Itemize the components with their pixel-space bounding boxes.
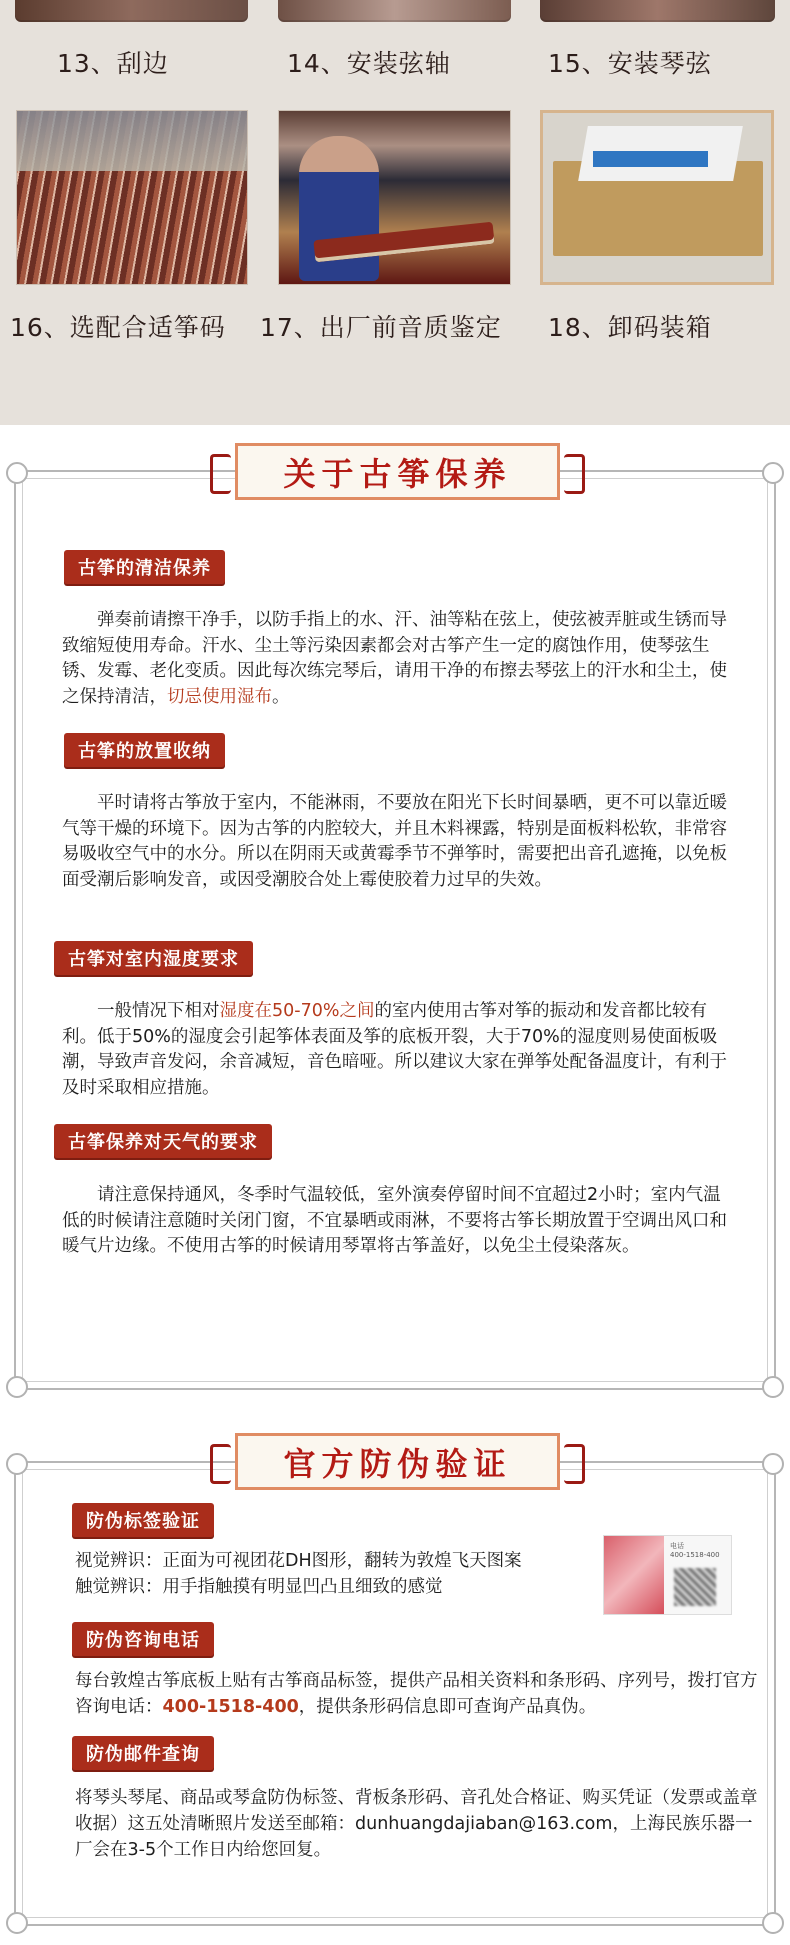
corner-scroll-icon — [762, 1453, 784, 1475]
verify-title-banner — [235, 1433, 560, 1490]
step-13-photo — [15, 0, 248, 22]
label-verify-heading: 防伪标签验证 — [72, 1503, 214, 1537]
weather-paragraph — [62, 1183, 737, 1260]
step-15-photo — [540, 0, 775, 22]
step-17-photo — [278, 110, 511, 285]
step-14-label: 14、安装弦轴 — [287, 49, 451, 78]
corner-scroll-icon — [762, 462, 784, 484]
step-14-photo — [278, 0, 511, 22]
cleaning-warning: 切忌使用湿布 — [167, 686, 272, 707]
storage-text: 平时请将古筝放于室内，不能淋雨，不要放在阳光下长时间暴晒，更不可以靠近暖气等干燥的环境下。因为古筝的内腔较大，并且木料裸露，特别是面板料松软，非常容易吸收空气中的水分。所以在阴雨天或黄霉季节不弹筝时，需要把出音孔遮掩，以免板面受潮后影响发音，或因受潮胶合处上霉使胶着力过早的失效。 — [62, 793, 727, 890]
step-18-photo — [540, 110, 774, 285]
label-image-text — [670, 1542, 720, 1560]
humidity-text-pre: 一般情况下相对 — [97, 1001, 220, 1021]
step-18-label: 18、卸码装箱 — [548, 313, 712, 342]
cleaning-text-end: 。 — [272, 686, 290, 707]
corner-scroll-icon — [762, 1912, 784, 1934]
guzheng-care-section — [0, 425, 790, 1425]
phone-verify-text — [75, 1668, 765, 1720]
phone-verify-end: ，提供条形码信息即可查询产品真伪。 — [298, 1697, 597, 1717]
corner-scroll-icon — [6, 1453, 28, 1475]
cleaning-text: 弹奏前请擦干净手，以防手指上的水、汗、油等粘在弦上，使弦被弄脏或生锈而导致缩短使用寿命。汗水、尘土等污染因素都会对古筝产生一定的腐蚀作用，使琴弦生锈、发霉、老化变质。因此每次练完琴后，请用干净的布擦去琴弦上的汗水和尘土，使之保持清洁， — [62, 610, 727, 707]
label-image-line: 电话 — [670, 1542, 684, 1550]
phone-verify-body: 每台敦煌古筝底板上贴有古筝商品标签，提供产品相关资料和条形码、序列号，拨打官方咨询电话： — [75, 1671, 758, 1717]
touch-check-text: 触觉辨识：用手指触摸有明显凹凸且细致的感觉 — [75, 1577, 443, 1597]
packing-box-figure — [553, 161, 763, 256]
storage-heading: 古筝的放置收纳 — [64, 733, 225, 767]
visual-check-text: 视觉辨识：正面为可视团花DH图形，翻转为敦煌飞天图案 — [75, 1551, 522, 1571]
production-process-section — [0, 0, 790, 425]
label-image-line: 400-1518-400 — [670, 1551, 720, 1559]
humidity-text: 的室内使用古筝对筝的振动和发音都比较有利。低于50%的湿度会引起筝体表面及筝的底板开裂，大于70%的湿度则易使面板吸潮，导致声音发闷，余音减短，音色暗哑。所以建议大家在弹筝处配备温度计，有利于及时采取相应措施。 — [62, 1001, 727, 1098]
step-13-label: 13、刮边 — [57, 49, 169, 78]
corner-scroll-icon — [762, 1376, 784, 1398]
step-16-label: 16、选配合适筝码 — [10, 313, 226, 342]
corner-scroll-icon — [6, 462, 28, 484]
email-verify-text: 将琴头琴尾、商品或琴盒防伪标签、背板条形码、音孔处合格证、购买凭证（发票或盖章收据）这五处清晰照片发送至邮箱：dunhuangdajiaban@163.com，上海民族乐器一厂会在3-5个工作日内给您回复。 — [75, 1788, 758, 1860]
humidity-paragraph — [62, 999, 737, 1101]
qr-code-icon — [674, 1568, 716, 1606]
corner-scroll-icon — [6, 1912, 28, 1934]
care-title: 关于古筝保养 — [283, 454, 512, 493]
storage-paragraph — [62, 791, 737, 893]
hotline-number[interactable]: 400-1518-400 — [162, 1697, 299, 1717]
care-title-banner — [235, 443, 560, 500]
anti-counterfeit-label-image — [603, 1535, 732, 1615]
phone-verify-heading: 防伪咨询电话 — [72, 1622, 214, 1656]
corner-scroll-icon — [6, 1376, 28, 1398]
step-15-label: 15、安装琴弦 — [548, 49, 712, 78]
weather-heading: 古筝保养对天气的要求 — [54, 1124, 272, 1158]
cleaning-paragraph — [62, 608, 737, 710]
verify-title: 官方防伪验证 — [283, 1444, 512, 1483]
cleaning-heading: 古筝的清洁保养 — [64, 550, 225, 584]
email-verify-heading: 防伪邮件查询 — [72, 1736, 214, 1770]
step-16-photo — [16, 110, 248, 285]
humidity-range: 湿度在50-70%之间 — [219, 1001, 375, 1021]
humidity-heading: 古筝对室内湿度要求 — [54, 941, 253, 975]
weather-text: 请注意保持通风，冬季时气温较低，室外演奏停留时间不宜超过2小时；室内气温低的时候请注意随时关闭门窗，不宜暴晒或雨淋，不要将古筝长期放置于空调出风口和暖气片边缘。不使用古筝的时候请用琴罩将古筝盖好，以免尘土侵染落灰。 — [62, 1185, 727, 1256]
hologram-pattern — [604, 1536, 664, 1614]
anti-counterfeit-section — [0, 1425, 790, 1945]
step-17-label: 17、出厂前音质鉴定 — [260, 313, 502, 342]
